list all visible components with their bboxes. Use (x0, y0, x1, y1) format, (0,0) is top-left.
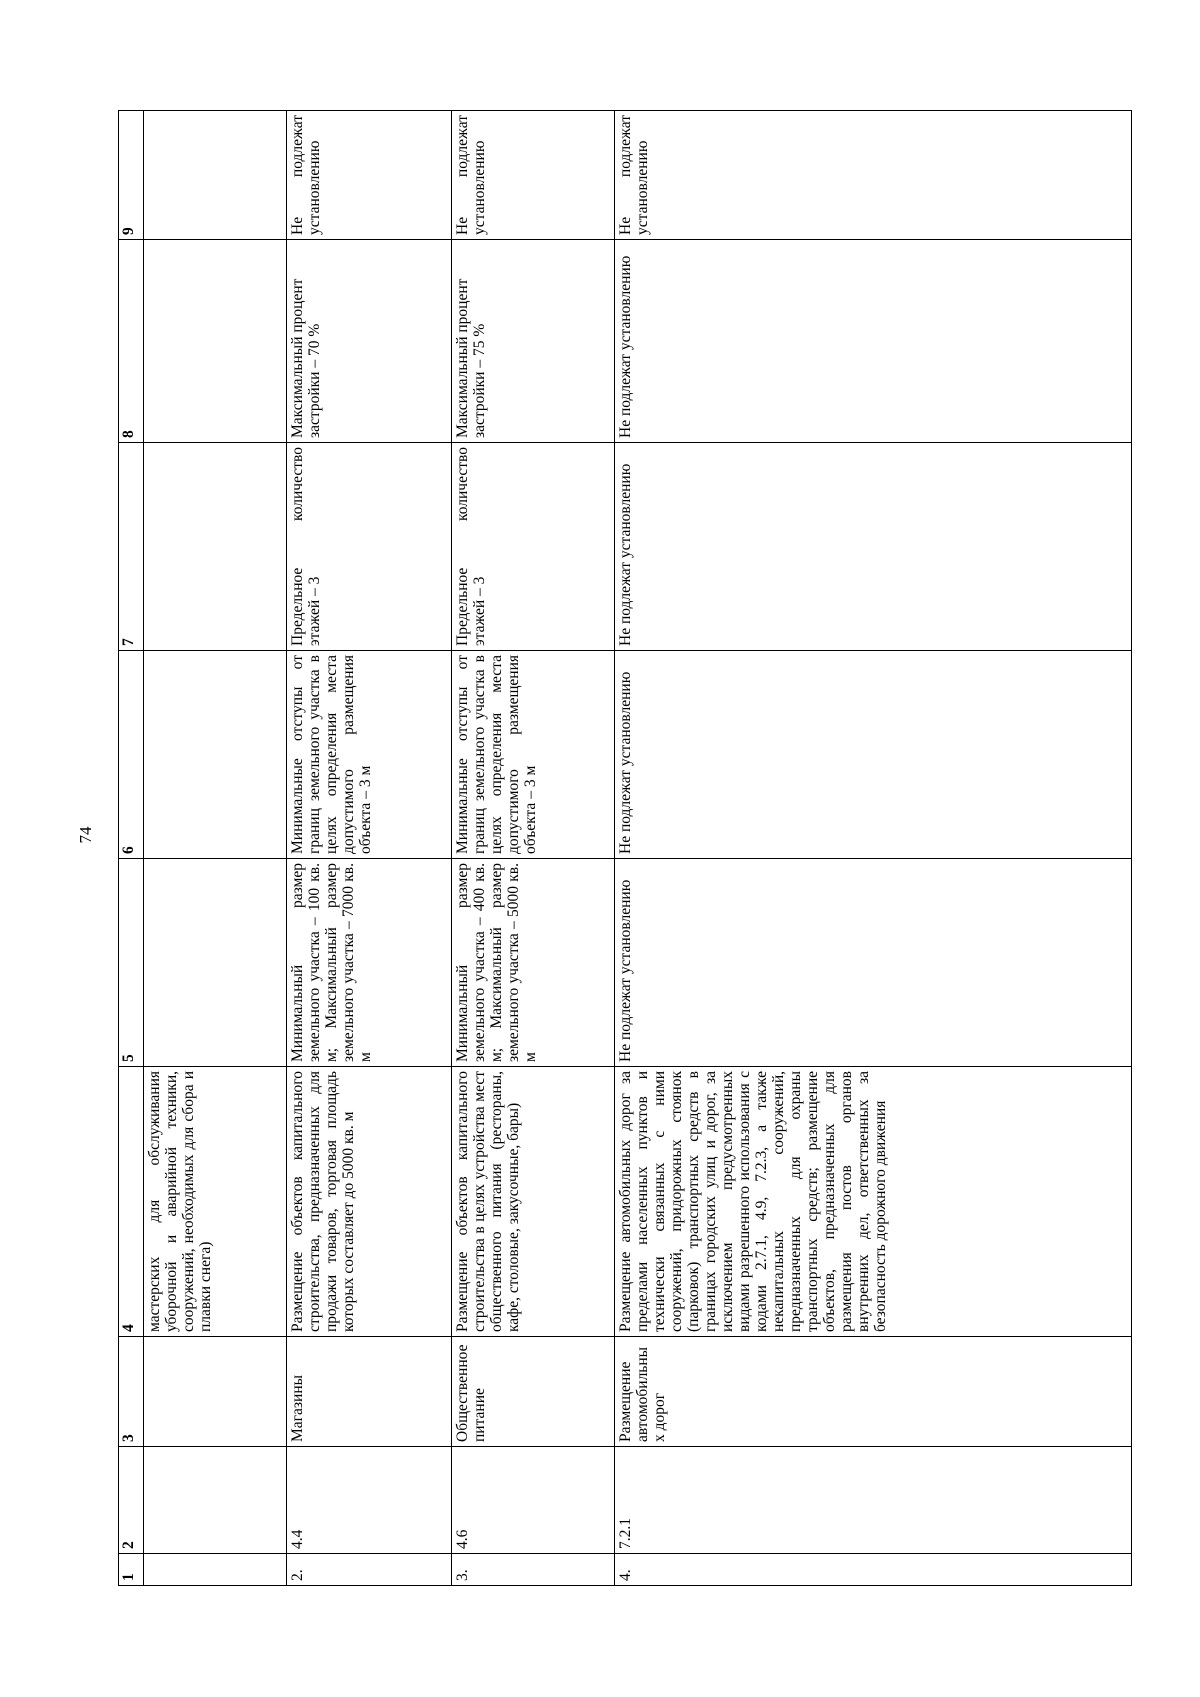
land-size-cell: Минимальный размер земельного участка – 400 кв. м; Максимальный размер земельного участка – 5000 кв. м (452, 859, 615, 1067)
use-name-cell: Размещение автомобильных дорог (615, 1337, 1132, 1447)
land-size-cell: Не подлежат установлению (615, 859, 1132, 1067)
header-cell: 3 (119, 1337, 144, 1447)
description-cell: Размещение объектов капитального строительства в целях устройства мест общественного питания (рестораны, кафе, столовые, закусочные, бары) (452, 1067, 615, 1337)
header-cell: 4 (119, 1067, 144, 1337)
description-cell: Размещение автомобильных дорог за пределами населенных пунктов и технически связанных с ними сооружений, придорожных стоянок (парковок) транспортных средств в границах городских улиц и дорог, за исключением предусмотренных видами разрешенного использования с кодами 2.7.1, 4.9, 7.2.3, а также некапитальных сооружений, предназначенных для охраны транспортных средств; размещение объектов, предназначенных для размещения постов органов внутренних дел, ответственных за безопасность дорожного движения (615, 1067, 1132, 1337)
land-size-cell: Минимальный размер земельного участка – 100 кв. м; Максимальный размер земельного участка – 7000 кв. м (287, 859, 452, 1067)
setbacks-cell: Минимальные отступы от границ земельного участка в целях определения места допустимого размещения объекта – 3 м (287, 651, 452, 859)
floors-cell: Предельное количество этажей – 3 (287, 443, 452, 651)
row-number-cell: 2. (287, 1554, 452, 1586)
row-number-cell: 3. (452, 1554, 615, 1586)
description-cell: мастерских для обслуживания уборочной и аварийной техники, сооружений, необходимых для сбора и плавки снега) (144, 1067, 287, 1337)
header-cell: 2 (119, 1447, 144, 1554)
coverage-cell: Максимальный процент застройки – 70 % (287, 240, 452, 443)
use-name-cell: Общественное питание (452, 1337, 615, 1447)
land-size-cell (144, 859, 287, 1067)
zoning-regulations-table (118, 110, 1132, 1586)
table-row (287, 111, 452, 1586)
description-cell: Размещение объектов капитального строительства, предназначенных для продажи товаров, торговая площадь которых составляет до 5000 кв. м (287, 1067, 452, 1337)
coverage-cell: Максимальный процент застройки – 75 % (452, 240, 615, 443)
setbacks-cell: Минимальные отступы от границ земельного участка в целях определения места допустимого размещения объекта – 3 м (452, 651, 615, 859)
coverage-cell: Не подлежат установлению (615, 240, 1132, 443)
other-params-cell: Не подлежат установлению (615, 111, 1132, 240)
floors-cell: Не подлежат установлению (615, 443, 1132, 651)
use-name-cell (144, 1337, 287, 1447)
coverage-cell (144, 240, 287, 443)
rotated-table-container (118, 111, 1118, 1586)
code-cell: 4.4 (287, 1447, 452, 1554)
other-params-cell: Не подлежат установлению (287, 111, 452, 240)
table-header-row (119, 111, 144, 1586)
header-cell: 1 (119, 1554, 144, 1586)
other-params-cell (144, 111, 287, 240)
header-cell: 9 (119, 111, 144, 240)
header-cell: 5 (119, 859, 144, 1067)
code-cell: 7.2.1 (615, 1447, 1132, 1554)
row-number-cell: 4. (615, 1554, 1132, 1586)
header-cell: 8 (119, 240, 144, 443)
floors-cell (144, 443, 287, 651)
table-row (615, 111, 1132, 1586)
table-row (452, 111, 615, 1586)
header-cell: 7 (119, 443, 144, 651)
code-cell (144, 1447, 287, 1554)
header-cell: 6 (119, 651, 144, 859)
floors-cell: Предельное количество этажей – 3 (452, 443, 615, 651)
use-name-cell: Магазины (287, 1337, 452, 1447)
setbacks-cell (144, 651, 287, 859)
row-number-cell (144, 1554, 287, 1586)
setbacks-cell: Не подлежат установлению (615, 651, 1132, 859)
page-number: 74 (76, 826, 95, 844)
other-params-cell: Не подлежат установлению (452, 111, 615, 240)
code-cell: 4.6 (452, 1447, 615, 1554)
table-row (144, 111, 287, 1586)
